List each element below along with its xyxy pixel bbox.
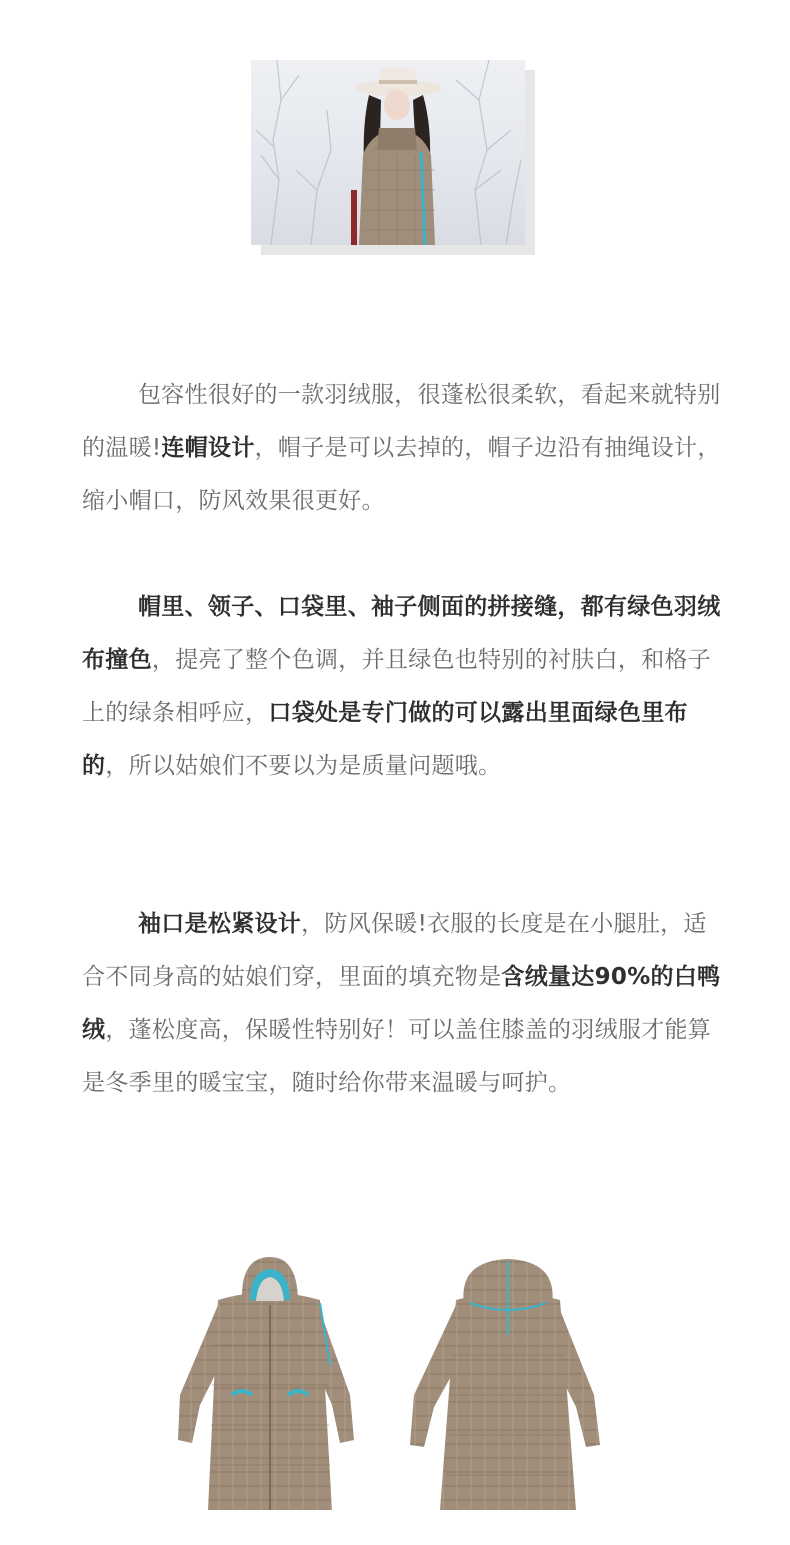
description-paragraph-1 — [82, 369, 722, 528]
coats-illustration — [170, 1255, 620, 1517]
description-paragraph-2 — [82, 581, 722, 793]
p1-bold-hood-design: 连帽设计 — [161, 435, 255, 461]
p3-bold-down-content: 含绒量达90%的白鸭绒 — [82, 964, 721, 1043]
p2-bold-pocket: 口袋处是专门做的可以露出里面绿色里布的 — [82, 700, 688, 779]
p2-bold-green-contrast: 帽里、领子、口袋里、袖子侧面的拼接缝，都有绿色羽绒布撞色 — [82, 594, 721, 673]
p1-text-2: ，帽子是可以去掉的，帽子边沿有抽绳设计，缩小帽口，防风效果很更好。 — [82, 435, 721, 514]
coat-front — [178, 1257, 354, 1510]
p2-text-2: ，所以姑娘们不要以为是质量问题哦。 — [105, 753, 502, 779]
description-paragraph-3 — [82, 898, 722, 1110]
p1-text-1: 包容性很好的一款羽绒服，很蓬松很柔软，看起来就特别的温暖! — [82, 382, 721, 461]
p3-text-1: ，防风保暖!衣服的长度是在小腿肚，适合不同身高的姑娘们穿，里面的填充物是 — [82, 911, 707, 990]
p2-text-1: ，提亮了整个色调，并且绿色也特别的衬肤白，和格子上的绿条相呼应， — [82, 647, 712, 726]
top-photo-image — [251, 60, 525, 245]
top-photo — [251, 60, 525, 245]
coat-back — [410, 1259, 600, 1510]
model-photo-illustration — [251, 60, 525, 245]
p3-bold-cuff-design: 袖口是松紧设计 — [138, 911, 302, 937]
coat-front-back-images — [170, 1255, 620, 1517]
p3-text-2: ，蓬松度高，保暖性特别好！可以盖住膝盖的羽绒服才能算是冬季里的暖宝宝，随时给你带来温暖与呵护。 — [82, 1017, 712, 1096]
